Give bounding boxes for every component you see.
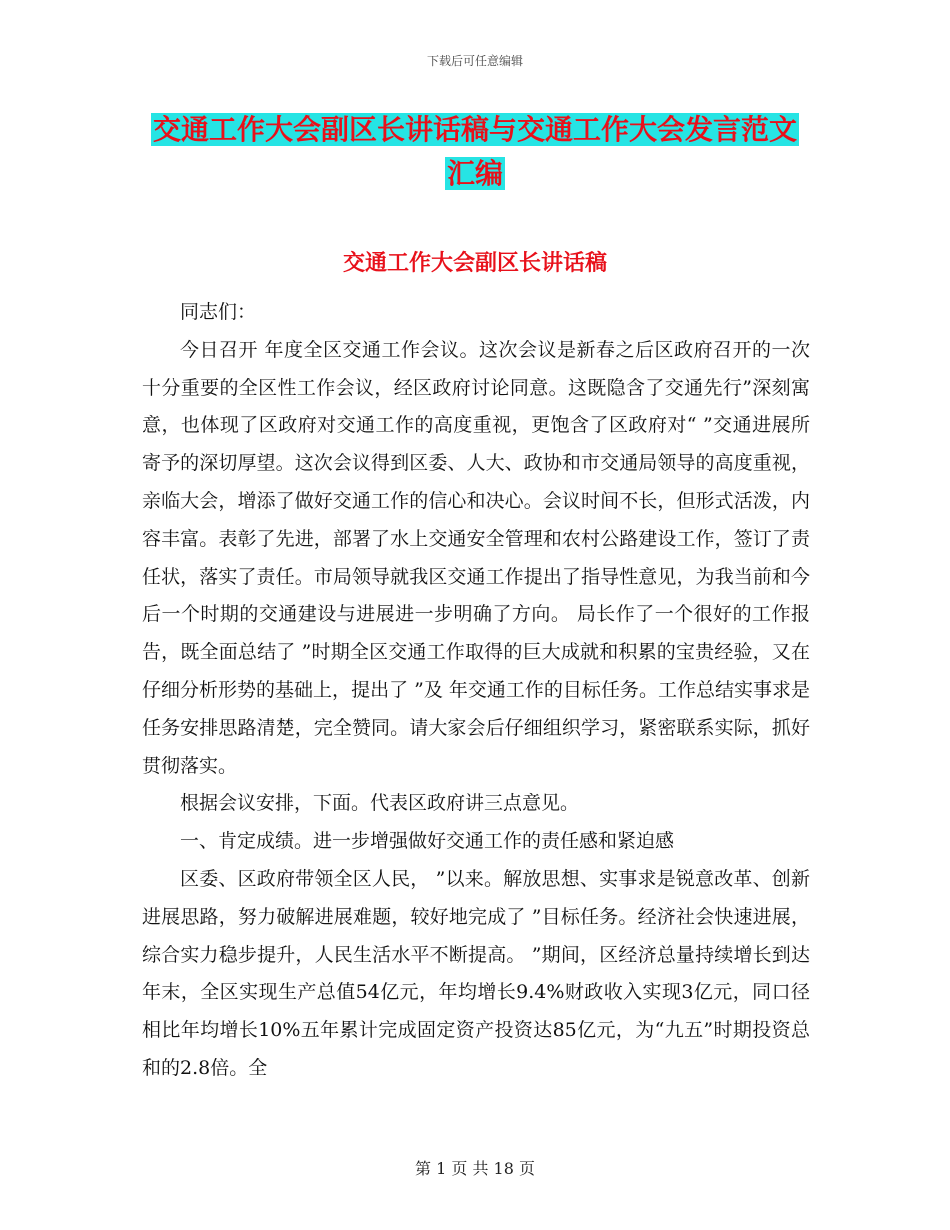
paragraph-opening: 今日召开 年度全区交通工作会议。这次会议是新春之后区政府召开的一次十分重要的全区性工作会议，经区政府讨论同意。这既隐含了交通先行”深刻寓意，也体现了区政府对交通工作的高度重视，更饱含了区政府对“ ”交通进展所寄予的深切厚望。这次会议得到区委、人大、政协和市交通局领导的高度重视，亲临大会，增添了做好交通工作的信心和决心。会议时间不长，但形式活泼，内容丰富。表彰了先进，部署了水上交通安全管理和农村公路建设工作，签订了责任状，落实了责任。市局领导就我区交通工作提出了指导性意见，为我当前和今后一个时期的交通建设与进展进一步明确了方向。 局长作了一个很好的工作报告，既全面总结了 ”时期全区交通工作取得的巨大成就和积累的宝贵经验，又在仔细分析形势的基础上，提出了 ”及 年交通工作的目标任务。工作总结实事求是任务安排思路清楚，完全赞同。请大家会后仔细组织学习，紧密联系实际，抓好贯彻落实。 [142, 338, 810, 777]
document-title [150, 108, 800, 196]
paragraph-heading-one: 一、肯定成绩。进一步增强做好交通工作的责任感和紧迫感 [180, 830, 675, 853]
document-title-line-1: 交通工作大会副区长讲话稿与交通工作大会发言范文 [152, 113, 797, 146]
paragraph-arrangement: 根据会议安排，下面。代表区政府讲三点意见。 [180, 792, 580, 815]
salutation: 同志们： [180, 301, 257, 323]
section-title: 交通工作大会副区长讲话稿 [342, 251, 607, 276]
paragraph-achievements: 区委、区政府带领全区人民， ”以来。解放思想、实事求是锐意改革、创新进展思路，努力破解进展难题，较好地完成了 ”目标任务。经济社会快速进展，综合实力稳步提升，人民生活水平不断提高。 ”期间，区经济总量持续增长到达 年末，全区实现生产总值54亿元，年均增长9.4%财政收入实现3亿元，同口径相比年均增长10%五年累计完成固定资产投资达85亿元，为“九五”时期投资总和的2.8倍。全 [142, 867, 810, 1079]
document-body [142, 294, 810, 1088]
document-title-line-2: 汇编 [446, 157, 503, 190]
page-header-note: 下载后可任意编辑 [426, 54, 523, 68]
page-number: 第 1 页 共 18 页 [415, 1159, 535, 1178]
